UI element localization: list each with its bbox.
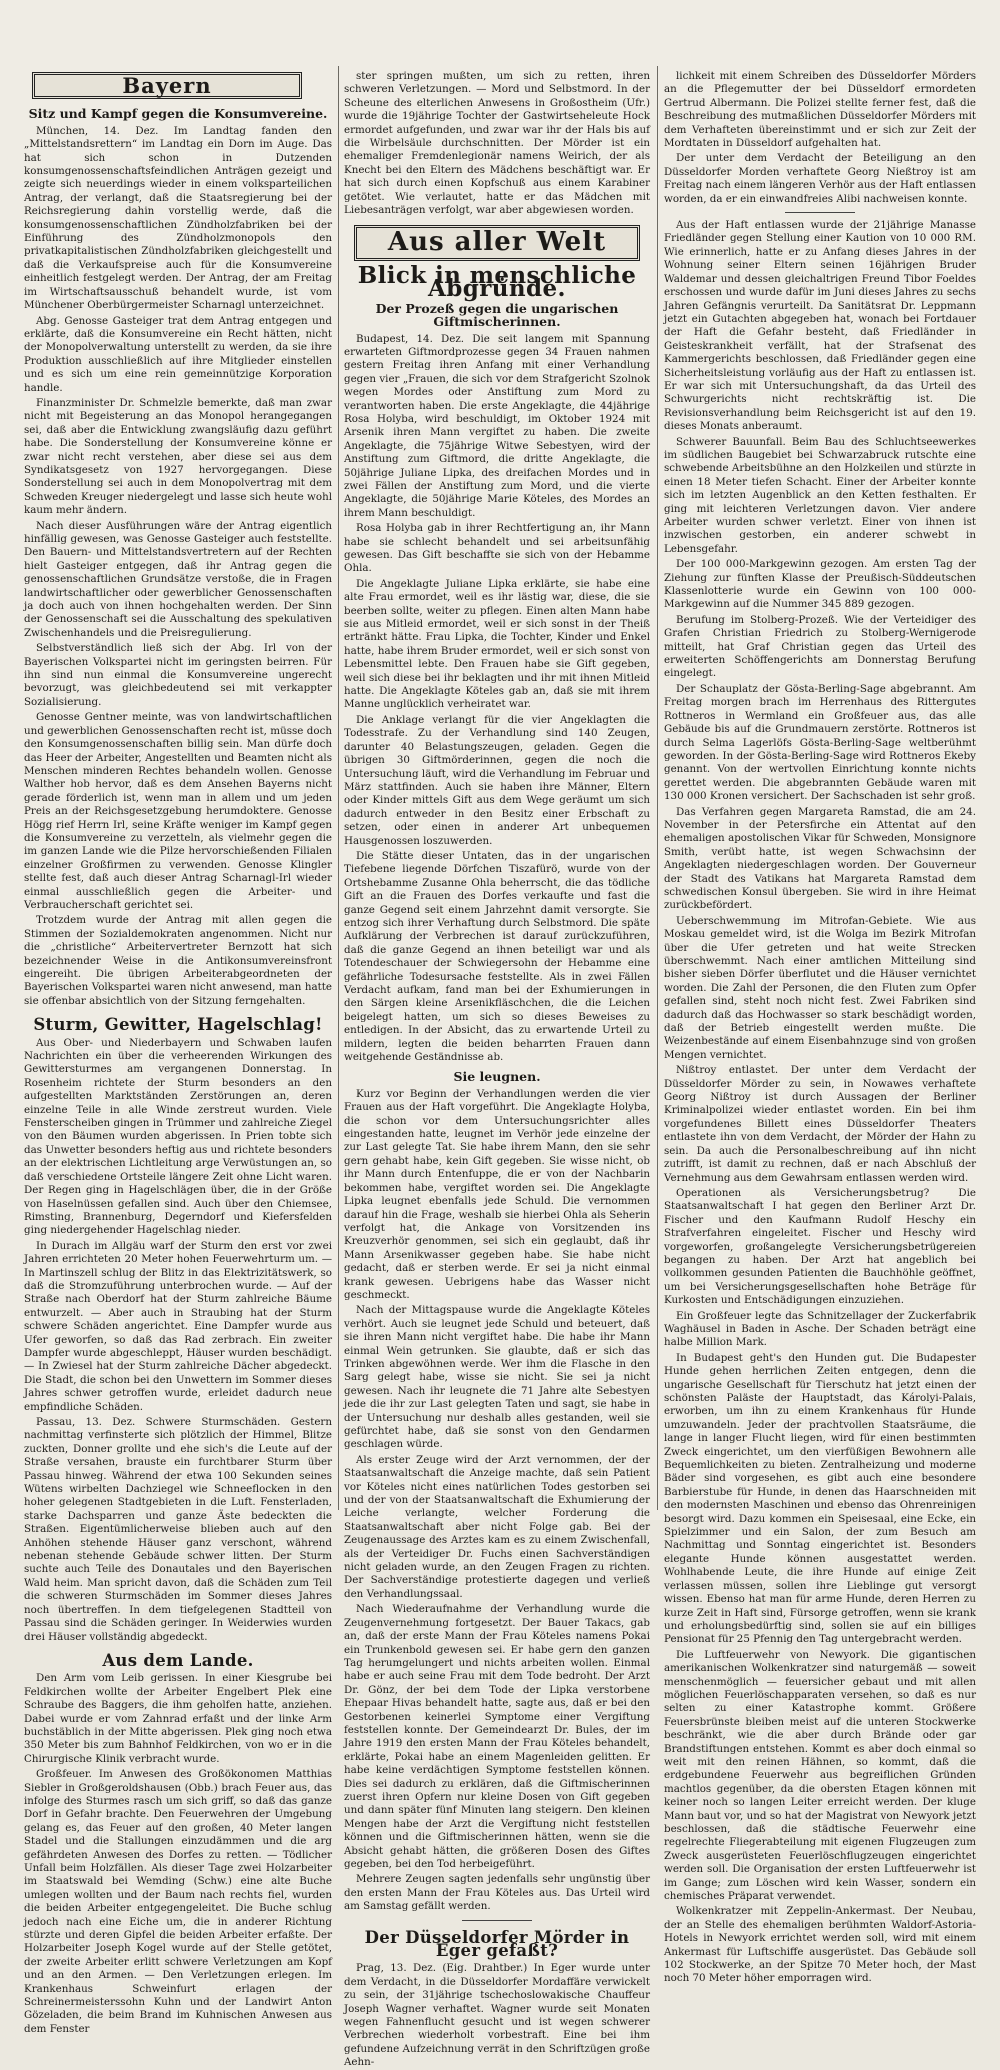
article-paragraph: Den Arm vom Leib gerissen. In einer Kiesgrube bei Feldkirchen wollte der Arbeiter Engelbert Plek eine Schraube des Baggers, die ihm geholfen hatte, anziehen. Dabei wurde er vom Zahnrad erfaßt und der linke Arm buchstäblich in der Mitte abgerissen. Plek ging noch etwa 350 Meter bis zum Bahnhof Feldkirchen, von wo er in die Chirurgische Klinik verbracht wurde. [24, 1672, 332, 1765]
article-paragraph: Die Stätte dieser Untaten, das in der ungarischen Tiefebene liegende Dörfchen Tiszafürö, wurde von der Ortshebamme Zusanne Ohla beherrscht, die das tödliche Gift an die Frauen des Dorfes verkaufte und fast die ganze Gegend seit einem Jahrzehnt damit versorgte. Sie entzog sich ihrer Verhaftung durch Selbstmord. Die späte Aufklärung der Verbrechen ist darauf zurückzuführen, daß die ganze Gegend an ihnen beteiligt war und als Totendeschauer der Schwiegersohn der Hebamme eine gefährliche Todesursache feststellte. Als in zwei Fällen Verdacht aufkam, fand man bei der Exhumierungen in den Särgen kleine Arsenikfläschchen, die die Leichen beigelegt hatten, um sich so dieses Beweises zu entledigen. In der Absicht, das zu erwartende Urteil zu mildern, legten die beiden beharrten Frauen dann weitgehende Geständnisse ab. [344, 849, 650, 1064]
article-heading: Aus dem Lande. [102, 1650, 254, 1670]
article-paragraph: Mehrere Zeugen sagten jedenfalls sehr ungünstig über den ersten Mann der Frau Köteles aus. Das Urteil wird am Samstag gefällt werden. [344, 1873, 650, 1913]
divider [462, 1920, 532, 1921]
article-paragraph: Der 100 000-Markgewinn gezogen. Am ersten Tag der Ziehung zur fünften Klasse der Preußisch-Süddeutschen Klassenlotterie wurde ein Gewinn von 100 000-Markgewinn auf die Nummer 345 889 gezogen. [664, 558, 976, 611]
article-paragraph: Ueberschwemmung im Mitrofan-Gebiete. Wie aus Moskau gemeldet wird, ist die Wolga im Bezirk Mitrofan über die Ufer getreten und hat weite Strecken überschwemmt. Nach einer amtlichen Mitteilung sind bisher sieben Dörfer überflutet und die Häuser vernichtet worden. Die Zahl der Personen, die den Fluten zum Opfer gefallen sind, steht noch nicht fest. Zwei Fabriken sind dadurch daß das Hochwasser so stark beschädigt worden, daß der Betrieb eingestellt werden mußte. Die Weizenbestände auf einem Eisenbahnzuge sind von großen Mengen vernichtet. [664, 914, 976, 1061]
article-paragraph: Passau, 13. Dez. Schwere Sturmschäden. Gestern nachmittag verfinsterte sich plötzlich der Himmel, Blitze zuckten, Donner grollte und ehe sich's die Leute auf der Straße versahen, brauste ein furchtbarer Sturm über Passau hinweg. Während der etwa 100 Sekunden seines Wütens wirbelten Dachziegel wie Schneeflocken in den hoher gelegenen Stadtgebieten in die Luft. Fensterladen, starke Dachsparren und ganze Äste bedeckten die Straßen. Eigentümlicherweise blieben auch auf den Anhöhen stehende Häuser ganz verschont, während nebenan stehende Gebäude schwer litten. Der Sturm suchte auch Teile des Donautales und den Bayerischen Wald heim. Man spricht davon, daß die Schäden zum Teil die schweren Sturmschäden im Sommer dieses Jahres noch übertreffen. In dem tiefgelegenen Stadtteil von Passau sind die Schäden geringer. In Weiderwies wurden drei Häuser vollständig abgedeckt. [24, 1416, 332, 1643]
article-paragraph: Selbstverständlich ließ sich der Abg. Irl von der Bayerischen Volkspartei nicht im geringsten beirren. Für ihn sind nun einmal die Konsumvereine ungerecht bevorzugt, was gleichbedeutend sei mit verkappter Sozialisierung. [24, 642, 332, 708]
article-paragraph: In Budapest geht's den Hunden gut. Die Budapester Hunde gehen herrlichen Zeiten entgegen, denn die ungarische Gesellschaft für Tierschutz hat jetzt einen der schönsten Paläste der Hauptstadt, das Károlyi-Palais, erworben, um ihn zu einem Krankenhaus für Hunde umzuwandeln. Jeder der prachtvollen Staatsräume, die lange in langer Flucht liegen, wird für einen bestimmten Zweck eingerichtet, um den vierfüßigen Bewohnern alle Bequemlichkeiten zu bieten. Zentralheizung und moderne Bäder sind vorgesehen, es gibt auch eine besondere Barbierstube für Hunde, in denen das Haarschneiden mit den modernsten Maschinen und ebenso das Ohrenreinigen besorgt wird. Dazu kommen ein Speisesaal, eine Ecke, ein Spielzimmer und ein Salon, der zum Besuch am Nachmittag und Sonntag eingerichtet ist. Besonders elegante Hunde können ausgestattet werden. Wohlhabende Leute, die ihre Hunde auf einige Zeit verlassen müssen, sollen ihre Lieblinge gut versorgt wissen. Ebenso hat man für arme Hunde, deren Herren zu kurze Zeit in Haft sind, Fürsorge getroffen, wenn sie krank und erholungsbedürftig sind, sollen sie auf ein billiges Pensionat für 25 Pfennig den Tag untergebracht werden. [664, 1351, 976, 1646]
article-paragraph: München, 14. Dez. Im Landtag fanden den „Mittelstandsrettern“ im Landtag ein Dorn im Auge. Das hat sich schon in Dutzenden konsumgenossenschaftsfeindlichen Anträgen gezeigt und zeigte sich neuerdings wieder in einem volksparteilichen Antrag, der verlangt, daß die Staatsregierung bei der Reichsregierung dahin vorstellig werde, daß die konsumgenossenschaftlichen Zündholzfabriken bei der Einführung des Zündholzmonopols den privatkapitalistischen Zündholzfabriken gleichgestellt und daß die Verkaufspreise auch für die Konsumvereine einheitlich festgelegt werden. Der Antrag, der am Freitag im Wirtschaftsausschuß behandelt wurde, ist vom Münchener Oberbürgermeister Scharnagl unterzeichnet. [24, 124, 332, 312]
article-paragraph: Nißtroy entlastet. Der unter dem Verdacht der Düsseldorfer Mörder zu sein, in Nowawes verhaftete Georg Nißtroy ist durch Aussagen der Berliner Kriminalpolizei wieder entlastet worden. Ein bei ihm vorgefundenes Billett eines Düsseldorfer Theaters entlastete ihn von dem Verdacht, der Mörder der Hahn zu sein. Da auch die Personalbeschreibung auf ihn nicht zutrifft, ist damit zu rechnen, daß er nach Abschluß der Vernehmung aus dem Gewahrsam entlassen werden wird. [664, 1064, 976, 1184]
article-subheading: Der Prozeß gegen die ungarischen Giftmischerinnen. [375, 300, 619, 330]
article-paragraph: Wolkenkratzer mit Zeppelin-Ankermast. Der Neubau, der an Stelle des ehemaligen berühmten Waldorf-Astoria-Hotels in Newyork errichtet werden soll, wird mit einem Ankermast für Luftschiffe ausgerüstet. Das Gebäude soll 102 Stockwerke, an der Spitze 70 Meter hoch, der Mast noch 70 Meter höher emporragen wird. [664, 1905, 976, 1985]
divider [785, 212, 855, 213]
article-paragraph: Das Verfahren gegen Margareta Ramstad, die am 24. November in der Petersfirche ein Attentat auf den ehemaligen apostolischen Vikar für Schweden, Monsignore Smith, verübt hatte, ist wegen Schwachsinn der Angeklagten niedergeschlagen worden. Der Gouverneur der Stadt des Vatikans hat Margareta Ramstad dem schwedischen Konsul übergeben. Sie wird in ihre Heimat zurückbefördert. [664, 805, 976, 912]
article-paragraph: Kurz vor Beginn der Verhandlungen werden die vier Frauen aus der Haft vorgeführt. Die Angeklagte Holyba, die schon vor dem Untersuchungsrichter alles eingestanden hatte, leugnet im Verhör jede einzelne der zur Last gelegte Tat. Sie habe ihrem Mann, den sie sehr gern gehabt habe, kein Gift gegeben. Sie wisse nicht, ob ihr Mann durch Entenfuppe, die er von der Nachbarin bekommen habe, vergiftet worden sei. Die Angeklagte Lipka leugnet ebenfalls jede Schuld. Die vernommen darauf hin die Frage, weshalb sie hierbei Ohla als Seherin verfolgt hat, die Ankage von Vorsitzenden ins Kreuzverhör genommen, sei sich ein geglaubt, daß ihr Mann Arsenikwasser gegeben habe. Sie habe nicht gedacht, daß er sterben werde. Er sei ja nicht einmal krank gewesen. Uebrigens habe das Wasser nicht geschmeckt. [344, 1087, 650, 1301]
article-paragraph: Trotzdem wurde der Antrag mit allen gegen die Stimmen der Sozialdemokraten angenommen. Nicht nur die „christliche“ Arbeitervertreter Bernzott hat sich bezeichnender Weise in die Antikonsumvereinsfront eingereiht. Die übrigen Arbeiterabgeordneten der Bayerischen Volkspartei waren nicht anwesend, man hatte sie offenbar absichtlich von der Sitzung ferngehalten. [24, 914, 332, 1007]
article-paragraph: Die Luftfeuerwehr von Newyork. Die gigantischen amerikanischen Wolkenkratzer sind naturgemäß — soweit menschenmöglich — feuersicher gebaut und mit allen möglichen Feuerlöschapparaten versehen, so daß es nur selten zu einer Katastrophe kommt. Größere Feuersbrünste bleiben meist auf die unteren Stockwerke beschränkt, wie die aber durch Brände oder gar Brandstiftungen entstehen. Kommt es aber doch einmal so weit mit den reinen Hähnen, so kommt, daß die erdgebundene Feuerwehr aus begreiflichen Gründen machtlos gegenüber, da die obersten Etagen können mit keiner noch so langen Leiter erreicht werden. Der kluge Mann baut vor, und so hat der Magistrat von Newyork jetzt beschlossen, daß die städtische Feuerwehr eine regelrechte Fliegerabteilung mit eigenen Flugzeugen zum Zweck ausgerüsteten Feuerlöschflugzeugen eingerichtet werden soll. Die Organisation der ersten Luftfeuerwehr ist im Gange; zum Löschen wird kein Wasser, sondern ein chemisches Präparat verwendet. [664, 1648, 976, 1903]
article-paragraph: Prag, 13. Dez. (Eig. Drahtber.) In Eger wurde unter dem Verdacht, in die Düsseldorfer Mordaffäre verwickelt zu sein, der 31jährige tschechoslowakische Chauffeur Joseph Wagner verhaftet. Wagner wurde seit Monaten wegen Fahnenflucht gesucht und ist wegen schwerer Verbrechen wiederholt vorbestraft. Eine bei ihm gefundene Aufzeichnung verrät in den Schriftzügen große Aehn- [344, 1962, 650, 2069]
article-paragraph: Die Anklage verlangt für die vier Angeklagten die Todesstrafe. Zu der Verhandlung sind 140 Zeugen, darunter 40 Belastungszeugen, geladen. Gegen die übrigen 30 Giftmörderinnen, gegen die noch die Untersuchung läuft, wird die Verhandlung im Februar und März stattfinden. Auch sie haben ihre Männer, Eltern oder Kinder mittels Gift aus dem Wege geräumt um sich dadurch entweder in den Besitz einer Erbschaft zu setzen, oder einen in anderer Art unbequemen Hausgenossen loszuwerden. [344, 713, 650, 847]
article-paragraph: Nach Wiederaufnahme der Verhandlung wurde die Zeugenvernehmung fortgesetzt. Der Bauer Takacs, gab an, daß der erste Mann der Frau Köteles namens Pokai ein Trunkenbold gewesen sei. Er habe gern den ganzen Tag herumgelungert und nichts arbeiten wollen. Einmal habe er auch seine Frau mit dem Tode bedroht. Der Arzt Dr. Gönz, der bei dem Tode der Lipka verstorbene Ehepaar Hivas behandelt hatte, sagte aus, daß er bei den Gestorbenen keinerlei Symptome einer Vergiftung feststellen konnte. Der Gemeindearzt Dr. Bules, der im Jahre 1919 den ersten Mann der Frau Köteles behandelt, erklärte, Pokai habe an einem Magenleiden gelitten. Er habe keine verdächtigen Symptome feststellen können. Dies sei dadurch zu erklären, daß die Giftmischerinnen zuerst ihren Opfern nur kleine Dosen von Gift gegeben und dann später fünf Minuten lang steigern. Den kleinen Mengen habe der Arzt die Vergiftung nicht feststellen können und die Giftmischerinnen hätten, wenn sie die Absicht gehabt hätten, die größeren Dosen des Giftes gegeben, bei den Tod herbeigeführt. [344, 1603, 650, 1870]
column-rule [338, 66, 339, 1510]
article-paragraph: Als erster Zeuge wird der Arzt vernommen, der der Staatsanwaltschaft die Anzeige machte, daß sein Patient vor Köteles nicht eines natürlichen Todes gestorben sei und der von der Staatsanwaltschaft die Exhumierung der Leiche verlangte, welcher Forderung die Staatsanwaltschaft aber nicht Folge gab. Bei der Zeugenaussage des Arztes kam es zu einem Zwischenfall, als der Verteidiger Dr. Fuchs einen Sachverständigen nicht geladen wurde, an den Zeugen Fragen zu richten. Der Sachverständige protestierte dagegen und verließ den Verhandlungssaal. [344, 1453, 650, 1600]
article-paragraph: Aus der Haft entlassen wurde der 21jährige Manasse Friedländer gegen Stellung einer Kaution von 10 000 RM. Wie erinnerlich, hatte er zu Anfang dieses Jahres in der Wohnung seiner Eltern seinen 16jährigen Bruder Waldemar und dessen gleichaltrigen Freund Tibor Foeldes erschossen und wurde dafür im Juni dieses Jahres zu sechs Jahren Gefängnis verurteilt. Da Sanitätsrat Dr. Leppmann jetzt ein Gutachten abgegeben hat, wonach bei Fortdauer der Haft die Gefahr besteht, daß Friedländer in Geisteskrankheit verfällt, hat der Strafsenat des Kammergerichts beschlossen, daß Friedländer gegen eine Sicherheitsleistung vorläufig aus der Haft zu entlassen ist. Er war sich mit Untersuchungshaft, da das Urteil des Schwurgerichts nicht rechtskräftig ist. Die Revisionsverhandlung beim Reichsgericht ist auf den 19. dieses Monats anberaumt. [664, 219, 976, 433]
article-heading: Sturm, Gewitter, Hagelschlag! [33, 1015, 323, 1035]
article-paragraph: Abg. Genosse Gasteiger trat dem Antrag entgegen und erklärte, daß die Konsumvereine ein Recht hätten, nicht der Monopolverwaltung unterstellt zu werden, da sie ihre Produktion ausschließlich auf ihre Mitglieder einstellen und es sich um eine rein gemeinnützige Korporation handle. [24, 314, 332, 394]
article-paragraph: Finanzminister Dr. Schmelzle bemerkte, daß man zwar nicht mit Begeisterung an das Monopol herangegangen sei, daß aber die Entwicklung zwangsläufig dazu geführt habe. Die Sonderstellung der Konsumvereine könne er zwar nicht recht verstehen, aber diese sei aus dem Syndikatsgesetz von 1927 hervorgegangen. Diese Sonderstellung sei auch in dem Monopolvertrag mit dem Schweden Kreuger niedergelegt und lasse sich heute wohl kaum mehr ändern. [24, 396, 332, 517]
article-heading: Der Düsseldorfer Mörder in Eger gefaßt? [364, 1927, 630, 1961]
article-paragraph: Budapest, 14. Dez. Die seit langem mit Spannung erwarteten Giftmordprozesse gegen 34 Frauen nahmen gestern Freitag ihren Anfang mit einer Verhandlung gegen vier „Frauen, die sich vor dem Strafgericht Szolnok wegen Mordes oder Anstiftung zum Mord zu verantworten haben. Die erste Angeklagte, die 44jährige Rosa Holyba, wird beschuldigt, im Oktober 1924 mit Arsenik ihren Mann vergiftet zu haben. Die zweite Angeklagte, die 75jährige Witwe Sebestyen, wird der Anstiftung zum Giftmord, die dritte Angeklagte, die 50jährige Juliane Lipka, des dreifachen Mordes und in zwei Fällen der Anstiftung zum Mord, und die vierte Angeklagte, die 50jährige Marie Köteles, des Mordes an ihrem Mann beschuldigt. [344, 332, 650, 519]
article-subheading: Sie leugnen. [453, 1069, 541, 1085]
section-heading-aus-aller-welt: Aus aller Welt [354, 225, 640, 260]
column-2 [344, 70, 650, 2069]
article-headline: Blick in menschliche Abgründe. [357, 261, 637, 303]
article-paragraph: Nach dieser Ausführungen wäre der Antrag eigentlich hinfällig gewesen, was Genosse Gasteiger auch feststellte. Den Bauern- und Mittelstandsvertretern auf der Rechten hielt Gasteiger entgegen, daß ihr Antrag gegen die genossenschaftlichen Grundsätze verstoße, die in Fragen landwirtschaftlicher oder gewerblicher Genossenschaften ja doch auch von ihnen hochgehalten werden. Der Sinn der Genossenschaft sei die Ausschaltung des spekulativen Zwischenhandels und die Preisregulierung. [24, 519, 332, 639]
article-paragraph: In Durach im Allgäu warf der Sturm den erst vor zwei Jahren errichteten 20 Meter hohen Feuerwehrturm um. — In Martinszell schlug der Blitz in das Elektrizitätswerk, so daß die Stromzuführung unterbrochen wurde. — Auf der Straße nach Oberdorf hat der Sturm zahlreiche Bäume entwurzelt. — Aber auch in Straubing hat der Sturm schwere Schäden angerichtet. Eine Dampfer wurde aus Ufer geworfen, so daß das Rad zerbrach. Ein zweiter Dampfer wurde abgeschleppt, Häuser wurden beschädigt. — In Zwiesel hat der Sturm zahlreiche Dächer abgedeckt. Die Stadt, die schon bei den Unwettern im Sommer dieses Jahres schwer getroffen wurde, erleidet dadurch neue empfindliche Schäden. [24, 1239, 332, 1413]
article-paragraph: Aus Ober- und Niederbayern und Schwaben laufen Nachrichten ein über die verheerenden Wirkungen des Gewittersturmes am vergangenen Donnerstag. In Rosenheim richtete der Sturm besonders an den aufgestellten Marktständen Zerstörungen an, deren einzelne Teile in alle Winde zerstreut wurden. Viele Fensterscheiben gingen in Trümmer und zahlreiche Ziegel von den Bäumen wurden abgerissen. In Prien tobte sich das Unwetter besonders heftig aus und richtete besonders an der elektrischen Lichtleitung arge Verwüstungen an, so daß verschiedene Ortsteile längere Zeit ohne Licht waren. Der Regen ging in Hagelschlägen über, die in der Größe von Haselnüssen gefallen sind. Auch über den Chiemsee, Rimsting, Brannenburg, Degerndorf und Kiefersfelden ging niedergehender Hagelschlag nieder. [24, 1036, 332, 1237]
article-paragraph: ster springen mußten, um sich zu retten, ihren schweren Verletzungen. — Mord und Selbstmord. In der Scheune des elterlichen Anwesens in Großostheim (Ufr.) wurde die 19jährige Tochter der Gastwirtseheleute Hock ermordet aufgefunden, und zwar war ihr der Hals bis auf die Wirbelsäule durchschnitten. Der Mörder ist ein ehemaliger Fremdenlegionär namens Weirich, der als Knecht bei den Eltern des Mädchens beschäftigt war. Er hat sich durch einen Kopfschuß aus einem Karabiner getötet. Wie verlautet, hatte er das Mädchen mit Liebesanträgen verfolgt, war aber abgewiesen worden. [344, 70, 650, 217]
article-paragraph: Die Angeklagte Juliane Lipka erklärte, sie habe eine alte Frau ermordet, weil es ihr lästig war, diese, die sie beerben sollte, weiter zu pflegen. Einen alten Mann habe sie aus Mitleid ermordet, weil er sich sonst in der Theiß ertränkt hätte. Frau Lipka, die Tochter, Kinder und Enkel hatte, habe ihrem Bruder ermordet, weil er sich sonst von Lebensmittel lebte. Den Frauen habe sie Gift gegeben, weil sich diese bei ihr beklagten und ihr mit ihnen Mitleid hatte. Die Angeklagte Köteles gab an, daß sie mit ihrem Manne unglücklich verheiratet war. [344, 577, 650, 711]
article-paragraph: Der Schauplatz der Gösta-Berling-Sage abgebrannt. Am Freitag morgen brach im Herrenhaus des Rittergutes Rottneros in Wermland ein Großfeuer aus, das alle Gebäude bis auf die Grundmauern zerstörte. Rottneros ist durch Selma Lagerlöfs Gösta-Berling-Sage weltberühmt geworden. In der Gösta-Berling-Sage wird Rottneros Ekeby genannt. Von der wertvollen Einrichtung konnte nichts gerettet werden. Die abgebrannten Gebäude waren mit 130 000 Kronen versichert. Der Sachschaden ist sehr groß. [664, 682, 976, 803]
article-paragraph: lichkeit mit einem Schreiben des Düsseldorfer Mörders an die Pflegemutter der bei Düsseldorf ermordeten Gertrud Albermann. Die Polizei stellte ferner fest, daß die Beschreibung des mutmaßlichen Düsseldorfer Mörders mit dem Verhafteten übereinstimmt und er sich zur Zeit der Mordtaten in Düsseldorf aufgehalten hat. [664, 70, 976, 150]
column-1 [24, 70, 332, 2035]
article-paragraph: Schwerer Bauunfall. Beim Bau des Schluchtseewerkes im südlichen Baugebiet bei Schwarzabruck rutschte eine schwebende Arbeitsbühne an den Holzkeilen und stürzte in einen 18 Meter tiefen Schacht. Einer der Arbeiter konnte sich im letzten Augenblick an den Ketten festhalten. Er ging mit leichteren Verletzungen davon. Vier andere Arbeiter wurden schwer verletzt. Einer von ihnen ist inzwischen gestorben, ein anderer schwebt in Lebensgefahr. [664, 435, 976, 555]
article-paragraph: Großfeuer. Im Anwesen des Großökonomen Matthias Siebler in Großgeroldshausen (Obb.) brach Feuer aus, das infolge des Sturmes rasch um sich griff, so daß das ganze Dorf in Gefahr brachte. Den Feuerwehren der Umgebung gelang es, das Feuer auf den großen, 40 Meter langen Stadel und die Stallungen einzudämmen und die arg gefährdeten Anwesen des Dorfes zu retten. — Tödlicher Unfall beim Holzfällen. Als dieser Tage zwei Holzarbeiter im Staatswald bei Wemding (Schw.) eine alte Buche umlegen wollten und der Baum nach rechts fiel, wurden die beiden Arbeiter entgegengeleitet. Die Buche schlug jedoch nach eine Eiche um, die in anderer Richtung stürzte und deren Gipfel die beiden Arbeiter erfaßte. Der Holzarbeiter Joseph Kogel wurde auf der Stelle getötet, der zweite Arbeiter erlitt schwere Verletzungen am Kopf und an den Armen. — Den Verletzungen erlegen. Im Krankenhaus Schweinfurt erlagen der Schreinermeisterssohn Kuhn und der Landwirt Anton Gözeladen, die beim Brand im Kuhnischen Anwesen aus dem Fenster [24, 1768, 332, 2035]
article-paragraph: Genosse Gentner meinte, was von landwirtschaftlichen und gewerblichen Genossenschaften recht ist, müsse doch den Konsumgenossenschaften billig sein. Man dürfe doch das Heer der Arbeiter, Angestellten und Beamten nicht als Menschen minderen Rechtes behandeln wollen. Genosse Walther hob hervor, daß es dem Ansehen Bayerns nicht gerade förderlich ist, wenn man in allem und um jeden Preis an der Reichsgesetzgebung herumdoktere. Genosse Högg rief Herrn Irl, seine Kräfte weniger im Kampf gegen die Konsumvereine zu verzetteln, als vielmehr gegen die im ganzen Lande wie die Pilze hervorschießenden Filialen einzelner Großfirmen zu verwenden. Genosse Klingler stellte fest, daß auch dieser Antrag Scharnagl-Irl wieder einmal ausschließlich gegen die Arbeiter- und Verbraucherschaft gerichtet sei. [24, 711, 332, 911]
article-paragraph: Operationen als Versicherungsbetrug? Die Staatsanwaltschaft I hat gegen den Berliner Arzt Dr. Fischer und den Kaufmann Rudolf Heschy ein Strafverfahren eingeleitet. Fischer und Heschy wird vorgeworfen, großangelegte Versicherungsbetrügereien begangen zu haben. Der Arzt hat angeblich bei vollkommen gesunden Patienten die Bauchhöhle geöffnet, um bei Versicherungsgesellschaften hohe Beträge für Kurkosten und Entschädigungen einzuziehen. [664, 1186, 976, 1307]
article-subheading: Sitz und Kampf gegen die Konsumvereine. [28, 106, 328, 122]
column-3 [664, 70, 976, 1985]
article-paragraph: Berufung im Stolberg-Prozeß. Wie der Verteidiger des Grafen Christian Friedrich zu Stolberg-Wernigerode mitteilt, hat Graf Christian gegen das Urteil des erweiterten Schöffengerichts am Donnerstag Berufung eingelegt. [664, 613, 976, 680]
section-heading-bayern: Bayern [32, 72, 302, 99]
article-paragraph: Der unter dem Verdacht der Beteiligung an den Düsseldorfer Morden verhaftete Georg Nießtroy ist am Freitag nach einem längeren Verhör aus der Haft entlassen worden, da er ein einwandfreies Alibi nachweisen konnte. [664, 152, 976, 205]
article-paragraph: Nach der Mittagspause wurde die Angeklagte Köteles verhört. Auch sie leugnet jede Schuld und beteuert, daß sie ihren Mann nicht vergiftet habe. Die habe ihr Mann einmal Wein getrunken. Sie glaubte, daß er sich das Trinken abgewöhnen werde. Wer ihm die Flasche in den Sarg gelegt habe, wisse sie nicht. Sie sei ja nicht gewesen. Nach ihr leugnete die 71 Jahre alte Sebestyen jede die ihr zur Last gelegten Taten und sagt, sie habe in der Untersuchung nur deshalb alles gestanden, weil sie gefürchtet habe, daß sie sonst von den Gendarmen geschlagen würde. [344, 1304, 650, 1451]
article-paragraph: Ein Großfeuer legte das Schnitzellager der Zuckerfabrik Waghäusel in Baden in Asche. Der Schaden beträgt eine halbe Million Mark. [664, 1309, 976, 1349]
article-paragraph: Rosa Holyba gab in ihrer Rechtfertigung an, ihr Mann habe sie schlecht behandelt und sei arbeitsunfähig gewesen. Das Gift beschaffte sie sich von der Hebamme Ohla. [344, 522, 650, 575]
column-rule [657, 66, 658, 1510]
